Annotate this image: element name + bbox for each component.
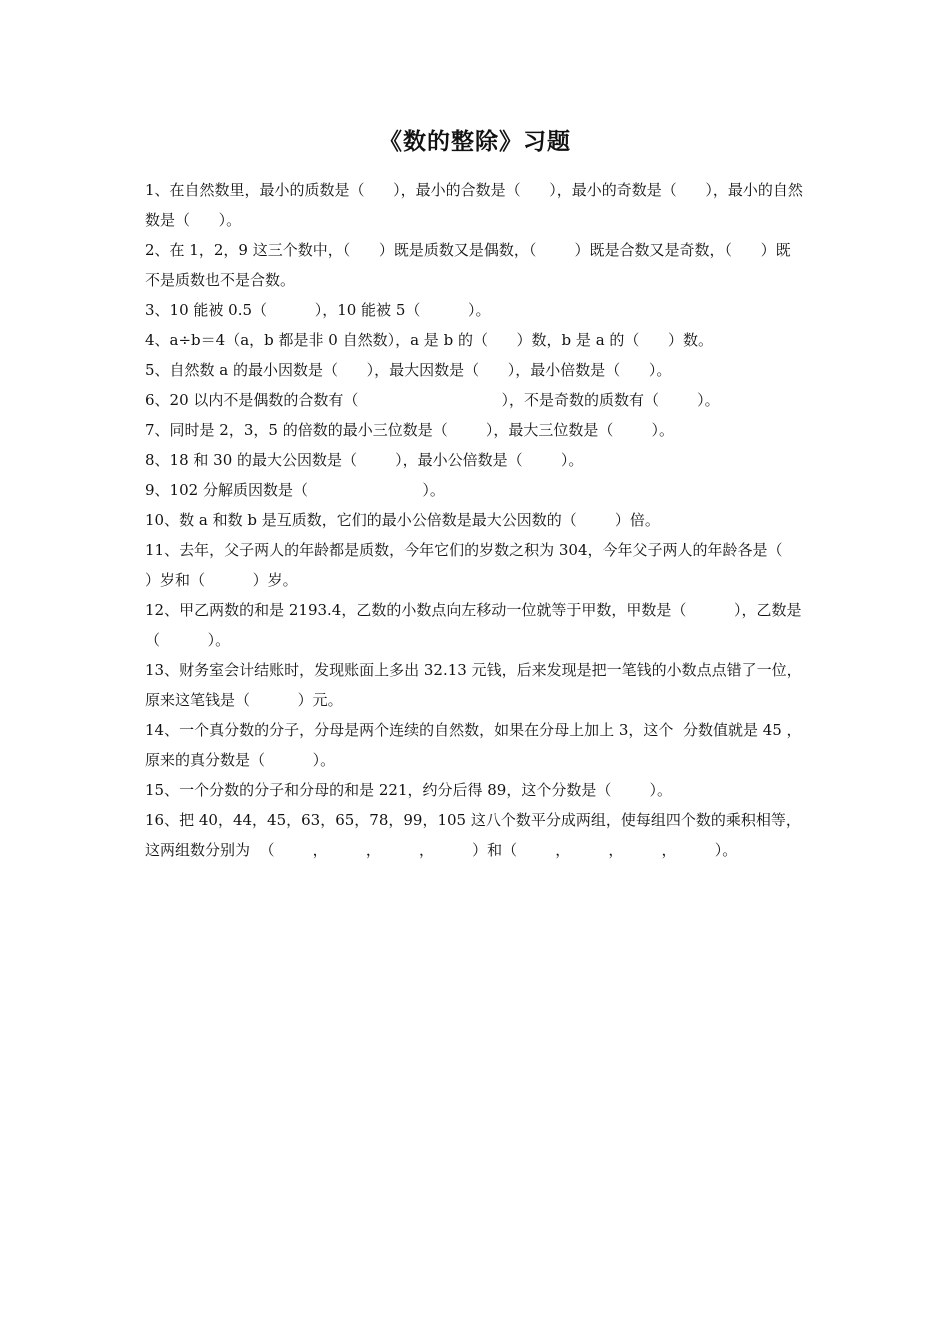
question-item: 10、数 a 和数 b 是互质数，它们的最小公倍数是最大公因数的（ ）倍。 [145,511,660,529]
question-item: 8、18 和 30 的最大公因数是（ ），最小公倍数是（ ）。 [145,451,584,469]
question-item: 1、在自然数里，最小的质数是（ ），最小的合数是（ ），最小的奇数是（ ），最小的自然数是（ ）。 [145,181,803,229]
question-item: 9、102 分解质因数是（ ）。 [145,481,445,499]
question-item: 3、10 能被 0.5（ ），10 能被 5（ ）。 [145,301,491,319]
question-item: 4、a÷b＝4（a，b 都是非 0 自然数），a 是 b 的（ ）数，b 是 a 的（ ）数。 [145,331,714,349]
question-item: 5、自然数 a 的最小因数是（ ），最大因数是（ ），最小倍数是（ ）。 [145,361,672,379]
question-item: 2、在 1，2，9 这三个数中，（ ）既是质数又是偶数，（ ）既是合数又是奇数，（ ）既不是质数也不是合数。 [145,241,791,289]
question-item: 14、一个真分数的分子，分母是两个连续的自然数，如果在分母上加上 3，这个 分数值就是 45 ，原来的真分数是（ ）。 [145,721,802,769]
question-item: 16、把 40，44，45，63，65，78，99，105 这八个数平分成两组，使每组四个数的乘积相等，这两组数分别为 （ ， ， ， ）和（ ， ， ， ）。 [145,811,801,859]
page-title: 《数的整除》习题 [379,128,571,155]
question-item: 13、财务室会计结账时，发现账面上多出 32.13 元钱，后来发现是把一笔钱的小数点点错了一位，原来这笔钱是（ ）元。 [145,661,802,709]
question-item: 7、同时是 2，3，5 的倍数的最小三位数是（ ），最大三位数是（ ）。 [145,421,675,439]
question-list [145,175,821,865]
question-item: 6、20 以内不是偶数的合数有（ ），不是奇数的质数有（ ）。 [145,391,720,409]
question-item: 12、甲乙两数的和是 2193.4，乙数的小数点向左移动一位就等于甲数，甲数是（ ），乙数是（ ）。 [145,601,802,649]
question-item: 11、去年，父子两人的年龄都是质数，今年它们的岁数之积为 304，今年父子两人的年龄各是（ ）岁和（ ）岁。 [145,541,821,589]
question-item: 15、一个分数的分子和分母的和是 221，约分后得 89，这个分数是（ ）。 [145,781,672,799]
